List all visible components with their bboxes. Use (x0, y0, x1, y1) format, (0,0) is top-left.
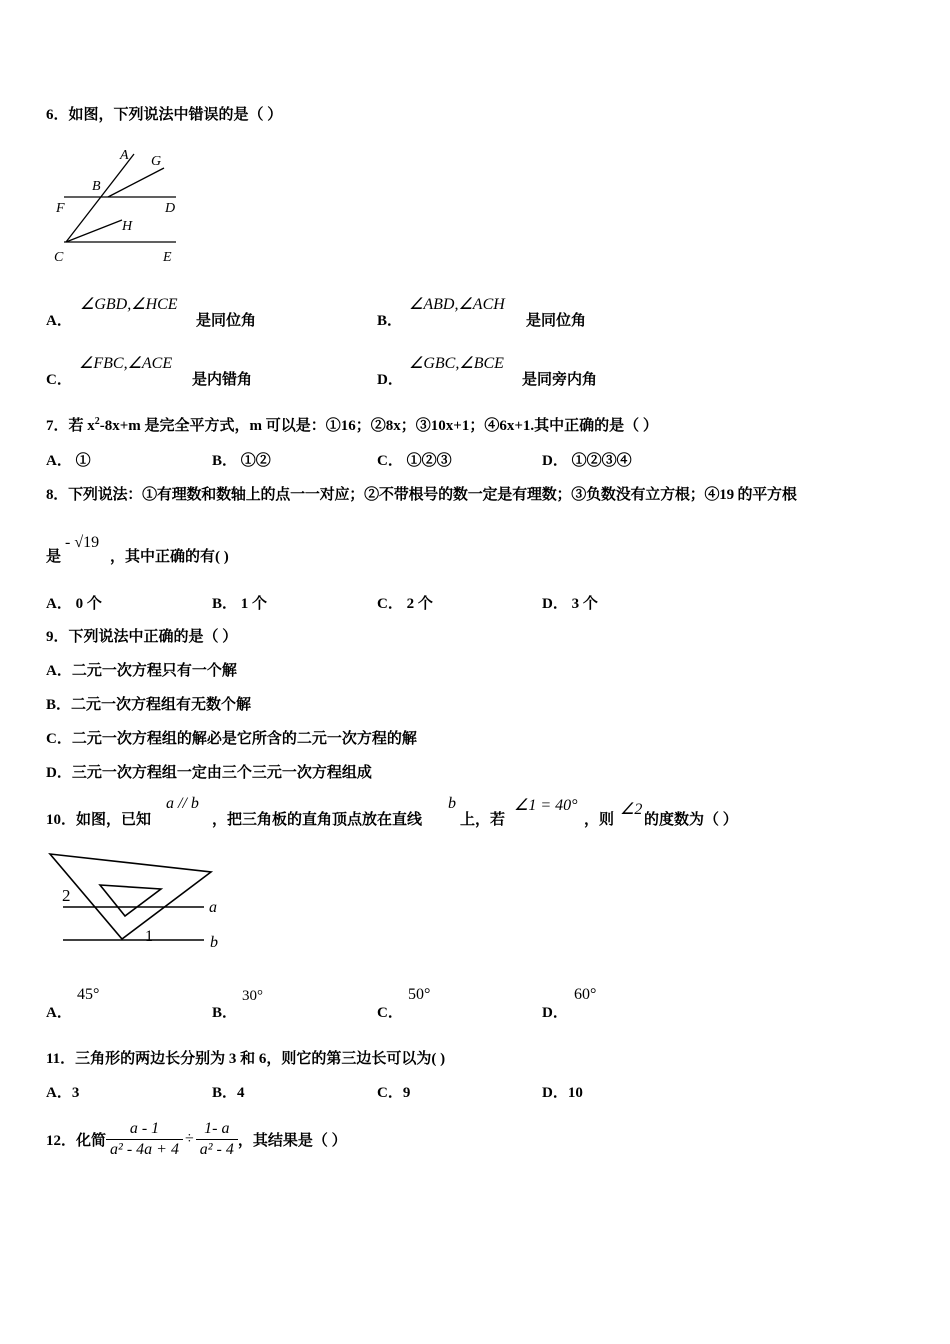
q10-math-b: b (448, 795, 456, 812)
q6-option-a-text: 是同位角 (196, 313, 257, 329)
q8-option-c: C． 2 个 (377, 596, 433, 612)
label-e: E (163, 250, 172, 265)
q10-option-b-value: 30° (242, 988, 263, 1004)
q11-option-c: C．9 (377, 1085, 411, 1101)
q12-suffix: ，其结果是（ ） (237, 1132, 347, 1149)
q8-line2-prefix: 是 (46, 549, 62, 565)
q6-option-a-letter: A． (46, 313, 72, 329)
q7-stem: 7．若 $x^2-8x+m$ 是完全平方式，m 可以是：①16；②8x；③10x+1；④6x+1.其中正确的是（ ） (46, 416, 658, 434)
q7-option-b: B． ①② (212, 453, 271, 469)
q6-option-d-math: ∠GBC,∠BCE (409, 355, 504, 372)
q10-option-d-letter: D． (542, 1005, 568, 1021)
label-a: A (120, 148, 129, 163)
label-c: C (54, 250, 64, 265)
label-h: H (122, 219, 133, 234)
q6-option-c-math: ∠FBC,∠ACE (79, 355, 173, 372)
q11-stem: 11．三角形的两边长分别为 3 和 6，则它的第三边长可以为( ) (46, 1051, 446, 1067)
q8-option-a: A． 0 个 (46, 596, 102, 612)
q10-stem-part4: ，则 (584, 812, 615, 828)
q6-stem: 6．如图，下列说法中错误的是（ ） (46, 107, 283, 123)
label-b: B (92, 179, 101, 194)
label-angle-1: 1 (145, 928, 153, 945)
q9-stem: 9．下列说法中正确的是（ ） (46, 629, 238, 645)
q11-option-d: D．10 (542, 1085, 583, 1101)
q11-option-a: A．3 (46, 1085, 80, 1101)
q6-option-b-math: ∠ABD,∠ACH (409, 296, 505, 313)
q6-option-b-letter: B． (377, 313, 403, 329)
q10-stem-part2: ，把三角板的直角顶点放在直线 (212, 812, 423, 828)
q10-math-angle2: ∠2 (620, 801, 643, 818)
q10-option-a-value: 45° (77, 986, 100, 1003)
q8-line1: 8．下列说法：①有理数和数轴上的点一一对应；②不带根号的数一定是有理数；③负数没有立方根；④19 的平方根 (46, 487, 797, 503)
q8-math-neg-sqrt19: - √19 (65, 534, 100, 551)
q11-option-b: B．4 (212, 1085, 245, 1101)
q8-option-b: B． 1 个 (212, 596, 268, 612)
q7-option-a: A． ① (46, 453, 91, 469)
label-d: D (165, 201, 176, 216)
q6-option-b-text: 是同位角 (526, 313, 587, 329)
q8-line2-suffix: ，其中正确的有( ) (110, 549, 229, 565)
q8-option-d: D． 3 个 (542, 596, 598, 612)
line-bg (108, 168, 164, 197)
q9-option-d: D．三元一次方程组一定由三个三元一次方程组成 (46, 765, 372, 781)
label-f: F (56, 201, 65, 216)
q12-stem (46, 1115, 347, 1163)
label-g: G (151, 154, 162, 169)
q10-option-c-value: 50° (408, 986, 431, 1003)
q10-option-d-value: 60° (574, 986, 597, 1003)
q10-math-a-parallel-b: a // b (166, 795, 199, 812)
q10-stem-part3: 上，若 (460, 812, 506, 828)
q10-math-angle1: ∠1 = 40° (514, 797, 578, 814)
q6-option-d-text: 是同旁内角 (522, 372, 598, 388)
q6-option-c-text: 是内错角 (192, 372, 253, 388)
q7-option-d: D． ①②③④ (542, 453, 632, 469)
q6-option-c-letter: C． (46, 372, 72, 388)
q10-option-c-letter: C． (377, 1005, 403, 1021)
q6-option-d-letter: D． (377, 372, 403, 388)
q12-fraction-1: $\frac{a - 1}{\text{a² - 4a + 4}}$ (106, 1119, 183, 1160)
q10-figure (44, 848, 234, 954)
q7-option-c: C． ①②③ (377, 453, 452, 469)
q9-option-b: B．二元一次方程组有无数个解 (46, 697, 252, 713)
label-line-a: a (209, 899, 217, 916)
triangle-inner (100, 885, 161, 916)
q12-divide-sign: ÷ (184, 1130, 194, 1147)
q9-option-c: C．二元一次方程组的解必是它所含的二元一次方程的解 (46, 731, 417, 747)
q10-option-a-letter: A． (46, 1005, 72, 1021)
triangle-outer (50, 854, 211, 939)
q12-prefix: 12．化简 (46, 1132, 107, 1149)
q12-fraction-2: $\frac{1- a}{\text{a² - 4}}$ (196, 1119, 238, 1160)
q6-figure (50, 142, 190, 267)
q10-option-b-letter: B． (212, 1005, 238, 1021)
label-angle-2: 2 (62, 886, 71, 905)
q10-stem-part1: 10．如图，已知 (46, 812, 152, 828)
q6-option-a-math: ∠GBD,∠HCE (80, 296, 178, 313)
q10-stem-part5: 的度数为（ ） (644, 812, 738, 828)
label-line-b: b (210, 934, 218, 951)
q9-option-a: A．二元一次方程只有一个解 (46, 663, 237, 679)
